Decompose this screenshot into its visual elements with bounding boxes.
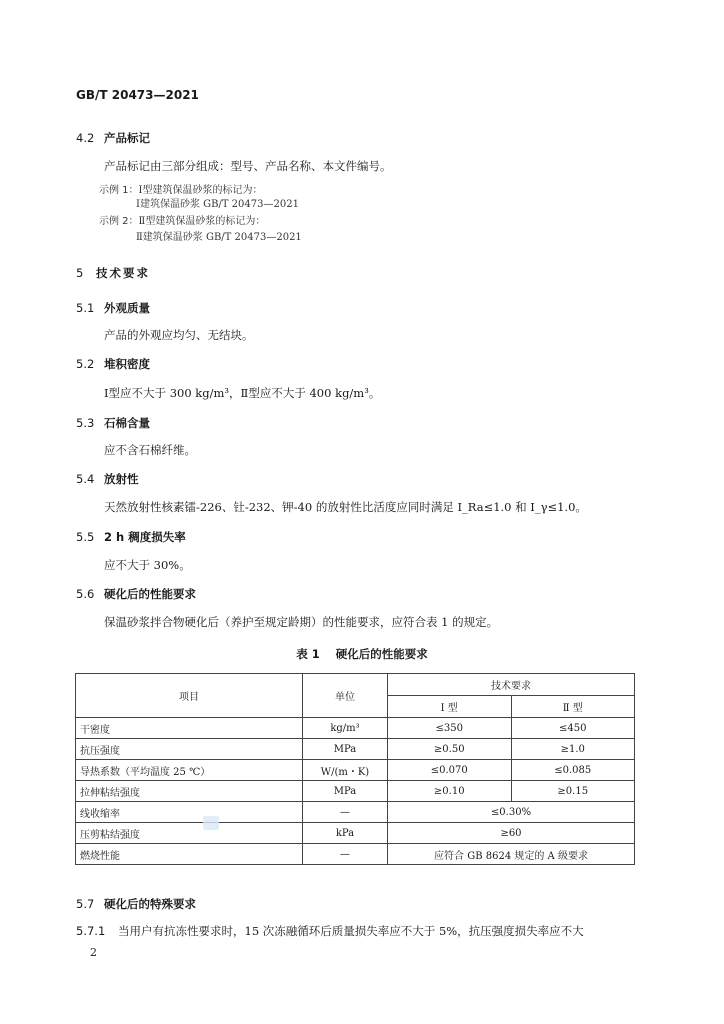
section-5-7-1-body: 当用户有抗冻性要求时，15 次冻融循环后质量损失率应不大于 5%，抗压强度损失率应不大	[118, 924, 584, 938]
row-unit: —	[303, 802, 388, 823]
section-5-6-heading	[76, 586, 196, 602]
section-title: 放射性	[104, 472, 139, 486]
row-item: 压剪粘结强度	[76, 823, 303, 844]
section-number: 5.1	[76, 301, 95, 315]
example-1-text: Ⅰ型建筑保温砂浆的标记为：	[138, 185, 263, 196]
section-5-7-heading	[76, 896, 196, 912]
section-number: 5.4	[76, 472, 95, 486]
row-unit: —	[303, 844, 388, 865]
standard-id: GB/T 20473—2021	[76, 88, 199, 102]
row-unit: MPa	[303, 739, 388, 760]
row-value-type-1: ≥0.50	[388, 739, 512, 760]
section-number: 5.5	[76, 530, 95, 544]
section-5-7-1	[76, 923, 584, 939]
section-title: 技术要求	[96, 266, 150, 280]
section-number: 5.3	[76, 416, 95, 430]
table-header-row	[76, 674, 635, 696]
table-1-caption	[0, 646, 724, 662]
row-value-type-2: ≥0.15	[511, 781, 635, 802]
section-number: 5	[76, 266, 84, 280]
section-number: 5.2	[76, 357, 95, 371]
example-2-mark: Ⅱ建筑保温砂浆 GB/T 20473—2021	[136, 232, 302, 243]
section-5-4-heading	[76, 471, 139, 487]
row-value-type-2: ≤0.085	[511, 760, 635, 781]
header-type-2: Ⅱ 型	[511, 696, 635, 718]
section-5-heading	[76, 265, 150, 281]
section-title: 产品标记	[104, 131, 150, 145]
table-caption-number: 表 1	[296, 647, 320, 661]
section-title: 石棉含量	[104, 416, 150, 430]
section-4-2-heading	[76, 130, 150, 146]
example-2	[99, 212, 265, 227]
table-row	[76, 802, 635, 823]
section-5-5-body: 应不大于 30%。	[104, 558, 191, 572]
table-row	[76, 760, 635, 781]
row-value-type-1: ≤0.070	[388, 760, 512, 781]
example-2-label: 示例 2：	[99, 216, 139, 227]
row-item: 抗压强度	[76, 739, 303, 760]
row-value-type-2: ≥1.0	[511, 739, 635, 760]
row-unit: W/(m・K)	[303, 760, 388, 781]
row-value-merged: 应符合 GB 8624 规定的 A 级要求	[388, 844, 635, 865]
row-value-merged: ≤0.30%	[388, 802, 635, 823]
watermark-mark	[203, 816, 219, 830]
header-type-1: Ⅰ 型	[388, 696, 512, 718]
section-5-3-body: 应不含石棉纤维。	[104, 443, 196, 457]
page-number: 2	[90, 946, 97, 959]
row-value-type-1: ≤350	[388, 718, 512, 739]
row-item: 拉伸粘结强度	[76, 781, 303, 802]
row-value-type-1: ≥0.10	[388, 781, 512, 802]
row-value-type-2: ≤450	[511, 718, 635, 739]
section-number: 5.7	[76, 897, 95, 911]
row-value-merged: ≥60	[388, 823, 635, 844]
header-item: 项目	[76, 674, 303, 718]
row-unit: kg/m³	[303, 718, 388, 739]
row-item: 线收缩率	[76, 802, 303, 823]
table-caption-title: 硬化后的性能要求	[335, 647, 428, 661]
row-unit: MPa	[303, 781, 388, 802]
row-item: 导热系数（平均温度 25 ℃）	[76, 760, 303, 781]
section-number: 5.7.1	[76, 924, 106, 938]
section-5-2-body: Ⅰ型应不大于 300 kg/m³，Ⅱ型应不大于 400 kg/m³。	[104, 386, 381, 400]
table-row	[76, 739, 635, 760]
section-5-5-heading	[76, 529, 186, 545]
section-title: 2 h 稠度损失率	[104, 530, 186, 544]
section-title: 硬化后的性能要求	[104, 587, 196, 601]
table-row	[76, 718, 635, 739]
table-row	[76, 781, 635, 802]
header-tech: 技术要求	[388, 674, 635, 696]
row-item: 干密度	[76, 718, 303, 739]
section-5-1-heading	[76, 300, 150, 316]
table-row	[76, 844, 635, 865]
table-1	[75, 673, 635, 865]
section-title: 硬化后的特殊要求	[104, 897, 196, 911]
example-2-text: Ⅱ型建筑保温砂浆的标记为：	[138, 216, 266, 227]
example-1	[99, 181, 263, 196]
example-1-label: 示例 1：	[99, 185, 139, 196]
table-row	[76, 823, 635, 844]
header-unit: 单位	[303, 674, 388, 718]
section-title: 外观质量	[104, 301, 150, 315]
example-1-mark: Ⅰ建筑保温砂浆 GB/T 20473—2021	[136, 199, 299, 210]
row-unit: kPa	[303, 823, 388, 844]
section-number: 4.2	[76, 131, 95, 145]
section-title: 堆积密度	[104, 357, 150, 371]
section-number: 5.6	[76, 587, 95, 601]
section-5-2-heading	[76, 356, 150, 372]
section-5-3-heading	[76, 415, 150, 431]
section-5-1-body: 产品的外观应均匀、无结块。	[104, 328, 254, 342]
section-4-2-body: 产品标记由三部分组成：型号、产品名称、本文件编号。	[104, 159, 392, 173]
row-item: 燃烧性能	[76, 844, 303, 865]
section-5-4-body: 天然放射性核素镭-226、钍-232、钾-40 的放射性比活度应同时满足 I_Ra≤1.0 和 I_γ≤1.0。	[104, 500, 587, 514]
section-5-6-body: 保温砂浆拌合物硬化后（养护至规定龄期）的性能要求，应符合表 1 的规定。	[104, 615, 499, 629]
